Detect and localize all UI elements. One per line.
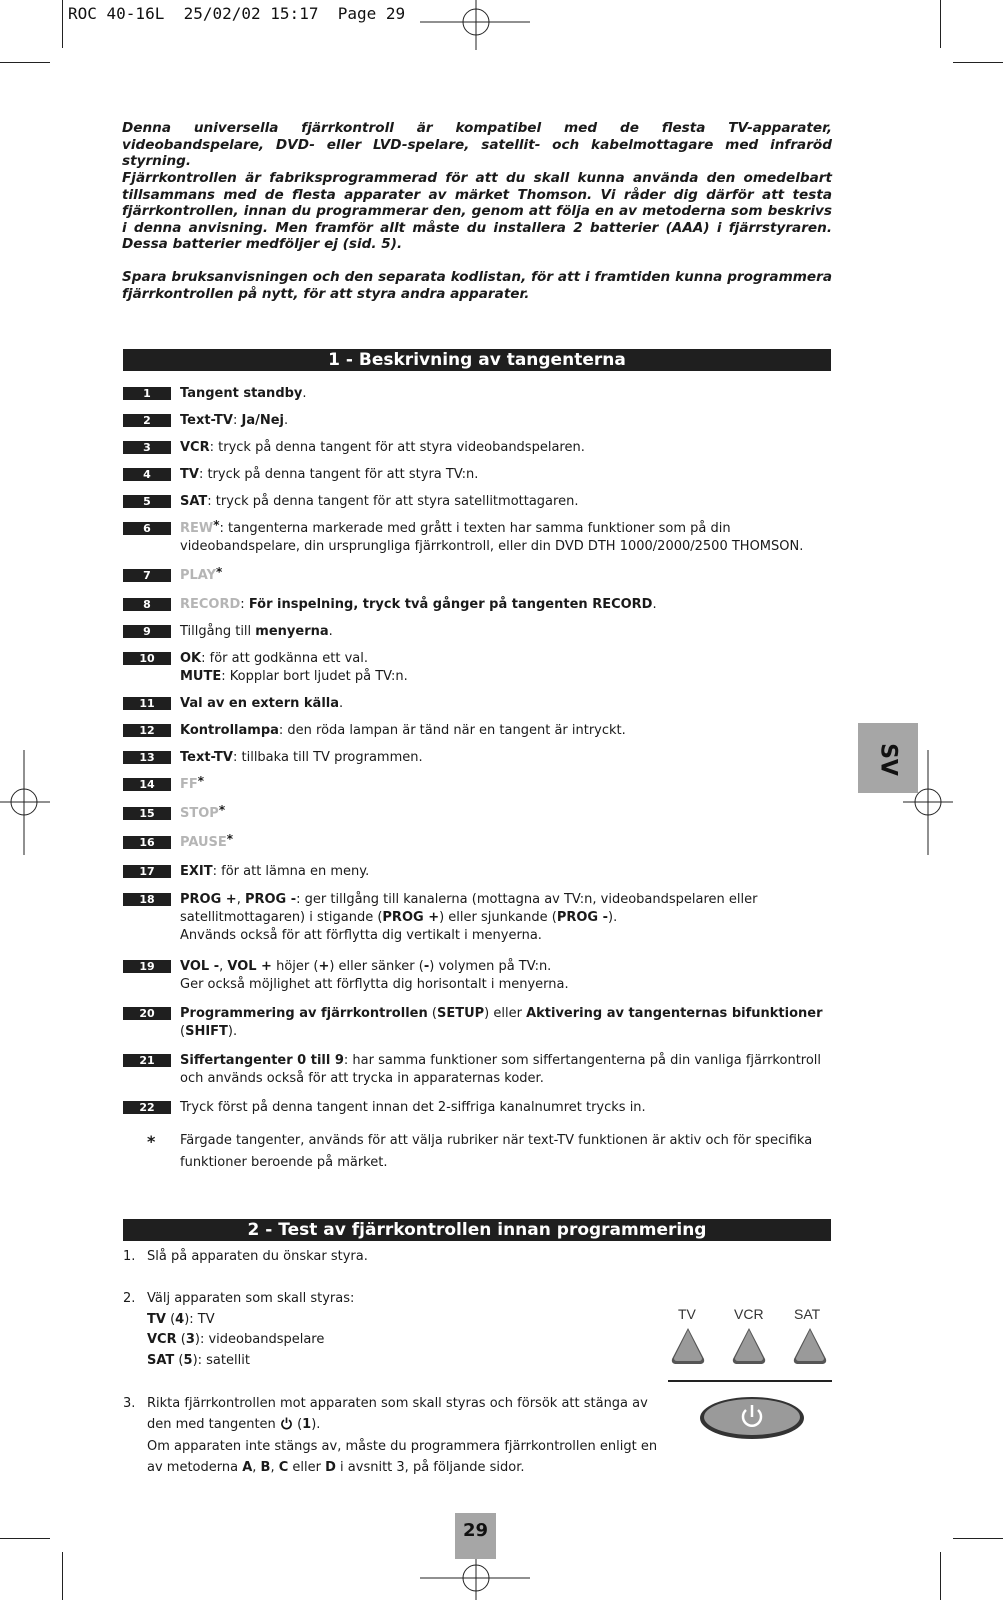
item-desc: eller <box>489 1006 527 1021</box>
device-key: 5 <box>183 1352 193 1368</box>
item-key: PROG - <box>556 910 609 925</box>
language-tab <box>858 723 918 793</box>
item-number: 14 <box>123 778 171 791</box>
item-key-grey: FF <box>180 777 198 792</box>
item-number: 15 <box>123 807 171 820</box>
item-desc: : för att lämna en meny. <box>212 864 370 879</box>
device-desc: : videobandspelare <box>199 1332 325 1347</box>
language-tab-label: SV <box>875 743 901 776</box>
item-key: SETUP <box>436 1006 485 1021</box>
item-number: 10 <box>123 652 171 665</box>
item-key: TV <box>180 467 199 482</box>
item-value: Ja/Nej <box>241 413 285 428</box>
item-key-grey: PAUSE <box>180 835 227 850</box>
item-number: 12 <box>123 724 171 737</box>
vcr-button[interactable] <box>733 1328 765 1364</box>
item-key: VCR <box>180 440 210 455</box>
item-number: 8 <box>123 598 171 611</box>
item-desc: : tryck på denna tangent för att styra satellitmottagaren. <box>207 494 579 509</box>
item-key: SHIFT <box>185 1024 228 1039</box>
device-key: 4 <box>175 1311 185 1327</box>
print-header: ROC 40-16L 25/02/02 15:17 Page 29 <box>68 4 406 23</box>
device-label: VCR <box>147 1332 177 1347</box>
item-key: Text-TV <box>180 750 233 765</box>
item-key: Kontrollampa <box>180 723 279 738</box>
item-desc: För inspelning, tryck två gånger på tangenten RECORD <box>248 597 653 612</box>
item-key: OK <box>180 651 202 666</box>
step-text: i avsnitt 3, på följande sidor. <box>335 1459 525 1475</box>
item-desc: ) eller sänker ( <box>329 959 424 974</box>
item-desc: : ger tillgång till kanalerna (mottagna av TV:n, videobandspelaren eller satellitmottagaren) i stigande ( <box>180 892 758 925</box>
item-desc: Tryck först på denna tangent innan det 2-siffriga kanalnumret trycks in. <box>180 1100 646 1115</box>
asterisk: * <box>218 803 226 817</box>
item-key: PROG - <box>244 892 297 907</box>
method-letter: D <box>325 1459 336 1475</box>
item-desc: : för att godkänna ett val. <box>201 651 368 666</box>
item-key: EXIT <box>180 864 213 879</box>
page-number: 29 <box>455 1513 496 1559</box>
button-shapes <box>660 1326 840 1446</box>
registration-mark-top <box>420 0 530 50</box>
step-number: 3. <box>123 1396 136 1411</box>
asterisk: * <box>213 518 220 532</box>
item-desc: Används också för att förflytta dig vertikalt i menyerna. <box>180 928 542 943</box>
intro-paragraph: Denna universella fjärrkontroll är kompatibel med de flesta TV-apparater, videobandspelare, DVD- eller LVD-spelare, satellit- och kabelmottagare med infraröd styrning. <box>122 120 832 170</box>
item-number: 1 <box>123 387 171 400</box>
item-desc: ) eller sjunkande ( <box>439 910 557 925</box>
item-number: 3 <box>123 441 171 454</box>
item-desc: : tillbaka till TV programmen. <box>232 750 423 765</box>
item-number: 22 <box>123 1101 171 1114</box>
item-key: VOL - <box>180 959 220 974</box>
item-key: Programmering av fjärrkontrollen <box>180 1006 428 1021</box>
device-label: TV <box>147 1311 166 1327</box>
item-key: Tangent standby <box>180 386 303 401</box>
tv-button-label: TV <box>678 1306 696 1322</box>
item-key-grey: REW <box>180 521 214 536</box>
sat-button-label: SAT <box>794 1306 821 1322</box>
item-key: PROG + <box>382 910 440 925</box>
crop-mark <box>953 1538 1003 1539</box>
remote-buttons-illustration <box>660 1306 840 1446</box>
step-text: Om apparaten inte stängs av, måste du programmera fjärrkontrollen enligt en av metoderna <box>147 1439 658 1475</box>
section-title: 1 - Beskrivning av tangenterna <box>123 349 831 371</box>
standby-button[interactable] <box>700 1397 804 1439</box>
item-key-grey: STOP <box>180 806 219 821</box>
item-key: + <box>318 959 330 974</box>
method-letter: B <box>260 1459 271 1475</box>
key-number: 1 <box>302 1416 312 1432</box>
intro-paragraph: Spara bruksanvisningen och den separata kodlistan, för att i framtiden kunna programmera fjärrkontrollen på nytt, för att styra andra apparater. <box>122 269 832 302</box>
crop-mark <box>0 1538 50 1539</box>
item-number: 2 <box>123 414 171 427</box>
device-key: 3 <box>185 1332 195 1347</box>
item-key: SAT <box>180 494 208 509</box>
item-number: 7 <box>123 569 171 582</box>
item-key: Val av en extern källa <box>180 696 340 711</box>
item-desc: ). <box>608 910 618 925</box>
tv-button[interactable] <box>672 1328 704 1364</box>
asterisk: * <box>197 774 205 788</box>
item-number: 20 <box>123 1007 171 1020</box>
step-text: Välj apparaten som skall styras: <box>147 1291 355 1306</box>
item-number: 21 <box>123 1054 171 1067</box>
item-desc: : tangenterna markerade med grått i texten har samma funktioner som på din videobandspelare, din ursprungliga fjärrkontroll, eller din DVD DTH 1000/2000/2500 THOMSON. <box>180 521 804 554</box>
vcr-button-label: VCR <box>734 1306 764 1322</box>
crop-mark <box>62 1552 63 1600</box>
item-number: 13 <box>123 751 171 764</box>
item-number: 6 <box>123 522 171 535</box>
method-letter: C <box>278 1459 289 1475</box>
item-number: 18 <box>123 893 171 906</box>
item-desc: höjer ( <box>271 959 319 974</box>
crop-mark <box>0 62 50 63</box>
item-desc: : har samma funktioner som siffertangenterna på din vanliga fjärrkontroll och används också för att trycka in apparaternas koder. <box>180 1053 822 1086</box>
item-key: Aktivering av tangenternas bifunktioner <box>526 1006 823 1021</box>
crop-mark <box>62 0 63 48</box>
device-label: SAT <box>147 1352 175 1368</box>
footnote-asterisk: * <box>147 1132 156 1151</box>
item-number: 9 <box>123 625 171 638</box>
item-number: 4 <box>123 468 171 481</box>
item-key: - <box>423 959 430 974</box>
asterisk: * <box>216 565 223 579</box>
crop-mark <box>940 1552 941 1600</box>
sat-button[interactable] <box>794 1328 826 1364</box>
crop-mark <box>940 0 941 48</box>
item-number: 17 <box>123 865 171 878</box>
item-desc: : tryck på denna tangent för att styra videobandspelaren. <box>209 440 585 455</box>
registration-mark-left <box>0 750 50 855</box>
item-key: MUTE <box>180 669 222 684</box>
item-desc: Ger också möjlighet att förflytta dig horisontalt i menyerna. <box>180 977 569 992</box>
power-icon <box>280 1417 293 1438</box>
section-title: 2 - Test av fjärrkontrollen innan programmering <box>123 1219 831 1241</box>
item-desc: : den röda lampan är tänd när en tangent är intryckt. <box>278 723 626 738</box>
item-key-grey: RECORD <box>180 597 241 612</box>
crop-mark <box>953 62 1003 63</box>
item-number: 11 <box>123 697 171 710</box>
item-number: 19 <box>123 960 171 973</box>
item-key: Text-TV <box>180 413 233 428</box>
item-number: 16 <box>123 836 171 849</box>
step-number: 2. <box>123 1291 136 1306</box>
method-letter: A <box>242 1459 253 1475</box>
item-desc: Tillgång till <box>180 624 256 639</box>
item-key: PROG + <box>180 892 237 907</box>
intro-paragraph: Fjärrkontrollen är fabriksprogrammerad för att du skall kunna använda den omedelbart tillsammans med de flesta apparater av märket Thomson. Vi råder dig därför att testa fjärrkontrollen, innan du programmerar den, genom att följa en av metoderna som beskrivs i denna anvisning. Men framför allt måste du installera 2 batterier (AAA) i fjärrstyraren. Dessa batterier medföljer ej (sid. 5). <box>122 170 832 253</box>
item-number: 5 <box>123 495 171 508</box>
step-number: 1. <box>123 1249 136 1264</box>
item-desc: ) volymen på TV:n. <box>429 959 552 974</box>
step-text: Slå på apparaten du önskar styra. <box>147 1249 368 1264</box>
item-key: Siffertangenter 0 till 9 <box>180 1053 344 1068</box>
item-desc: : Kopplar bort ljudet på TV:n. <box>221 669 408 684</box>
item-key: menyerna <box>255 624 329 639</box>
item-key-grey: PLAY <box>180 568 217 583</box>
device-desc: : TV <box>189 1311 215 1327</box>
item-key: VOL + <box>227 959 272 974</box>
step-text: Rikta fjärrkontrollen mot apparaten som skall styras och försök att stänga av den med tangenten <box>147 1396 648 1432</box>
asterisk: * <box>226 832 234 846</box>
device-desc: : satellit <box>197 1352 250 1368</box>
footnote-text: Färgade tangenter, används för att välja rubriker när text-TV funktionen är aktiv och för specifika funktioner beroende på märket. <box>180 1133 813 1170</box>
item-desc: : tryck på denna tangent för att styra TV:n. <box>198 467 479 482</box>
